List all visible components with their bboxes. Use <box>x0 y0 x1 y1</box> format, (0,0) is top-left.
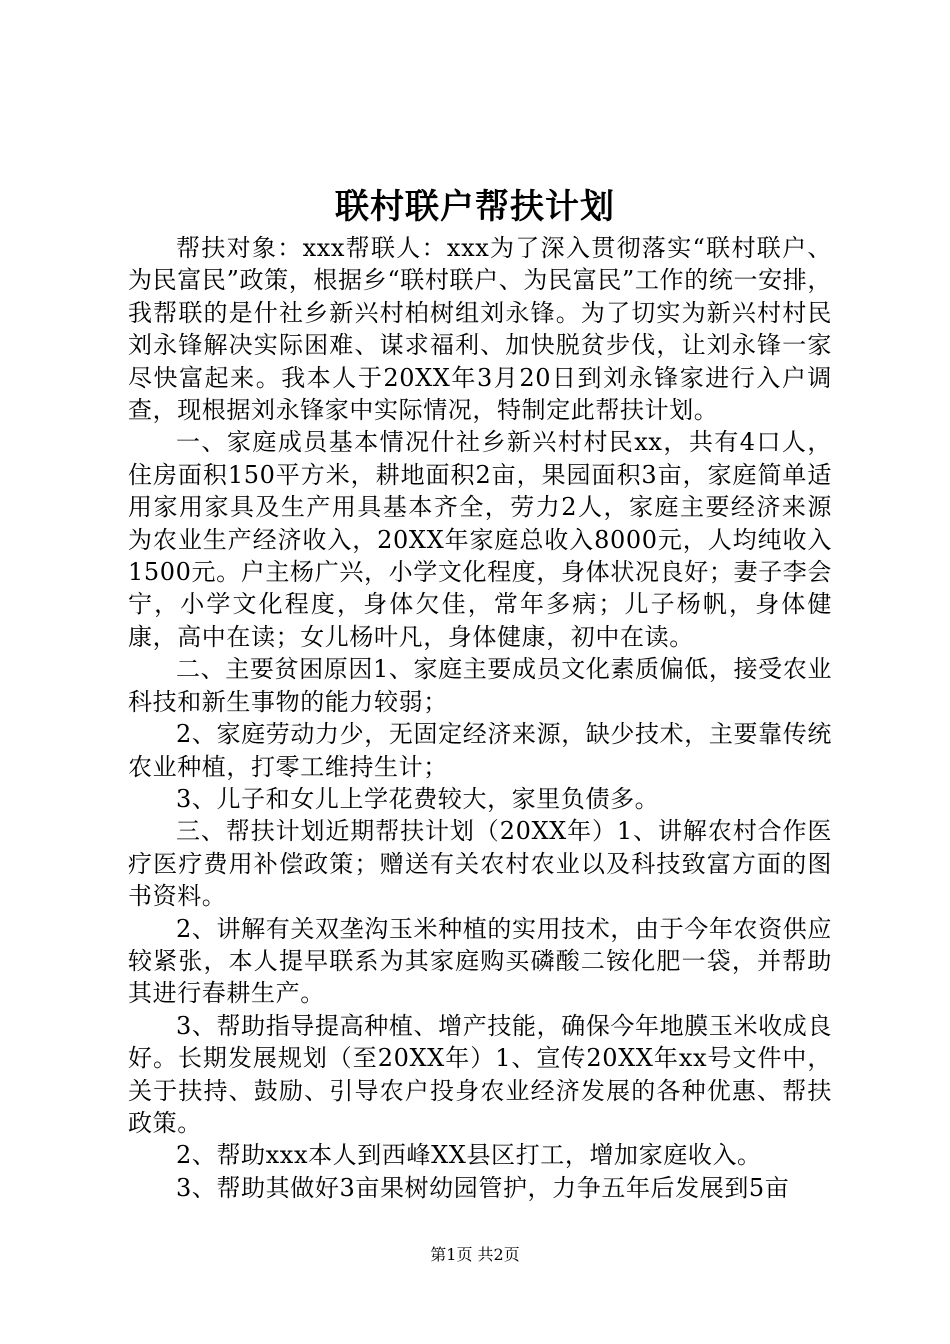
page-number: 第1页 共2页 <box>430 1245 520 1264</box>
paragraph-poverty-cause-1: 二、主要贫困原因1、家庭主要成员文化素质偏低，接受农业科技和新生事物的能力较弱； <box>128 655 832 716</box>
paragraph-plan-2: 2、讲解有关双垄沟玉米种植的实用技术，由于今年农资供应较紧张，本人提早联系为其家庭购买磷酸二铵化肥一袋，并帮助其进行春耕生产。 <box>128 914 832 1008</box>
paragraph-longterm-2: 2、帮助xxx本人到西峰XX县区打工，增加家庭收入。 <box>176 1141 762 1170</box>
paragraph-poverty-cause-2: 2、家庭劳动力少，无固定经济来源，缺少技术，主要靠传统农业种植，打零工维持生计； <box>128 720 832 781</box>
paragraph-plan-1: 三、帮扶计划近期帮扶计划（20XX年）1、讲解农村合作医疗医疗费用补偿政策；赠送有关农村农业以及科技致富方面的图书资料。 <box>128 817 832 911</box>
paragraph-longterm-3: 3、帮助其做好3亩果树幼园管护，力争五年后发展到5亩 <box>176 1173 790 1202</box>
paragraph-intro: 帮扶对象：xxx帮联人：xxx为了深入贯彻落实“联村联户、为民富民”政策，根据乡“联村联户、为民富民”工作的统一安排，我帮联的是什社乡新兴村柏树组刘永锋。为了切实为新兴村村民刘永锋解决实际困难、谋求福利、加快脱贫步伐，让刘永锋一家尽快富起来。我本人于20XX年3月20日到刘永锋家进行入户调查，现根据刘永锋家中实际情况，特制定此帮扶计划。 <box>128 234 832 425</box>
paragraph-family-info: 一、家庭成员基本情况什社乡新兴村村民xx，共有4口人，住房面积150平方米，耕地面积2亩，果园面积3亩，家庭简单适用家用家具及生产用具基本齐全，劳力2人，家庭主要经济来源为农业生产经济收入，20XX年家庭总收入8000元，人均纯收入1500元。户主杨广兴，小学文化程度，身体状况良好；妻子李会宁，小学文化程度，身体欠佳，常年多病；儿子杨帆，身体健康，高中在读；女儿杨叶凡，身体健康，初中在读。 <box>128 428 832 651</box>
paragraph-poverty-cause-3: 3、儿子和女儿上学花费较大，家里负债多。 <box>176 784 660 813</box>
document-body <box>128 232 832 1204</box>
document-title: 联村联户帮扶计划 <box>335 187 615 227</box>
paragraph-plan-3: 3、帮助指导提高种植、增产技能，确保今年地膜玉米收成良好。长期发展规划（至20XX年）1、宣传20XX年xx号文件中，关于扶持、鼓励、引导农户投身农业经济发展的各种优惠、帮扶政策。 <box>128 1011 832 1137</box>
